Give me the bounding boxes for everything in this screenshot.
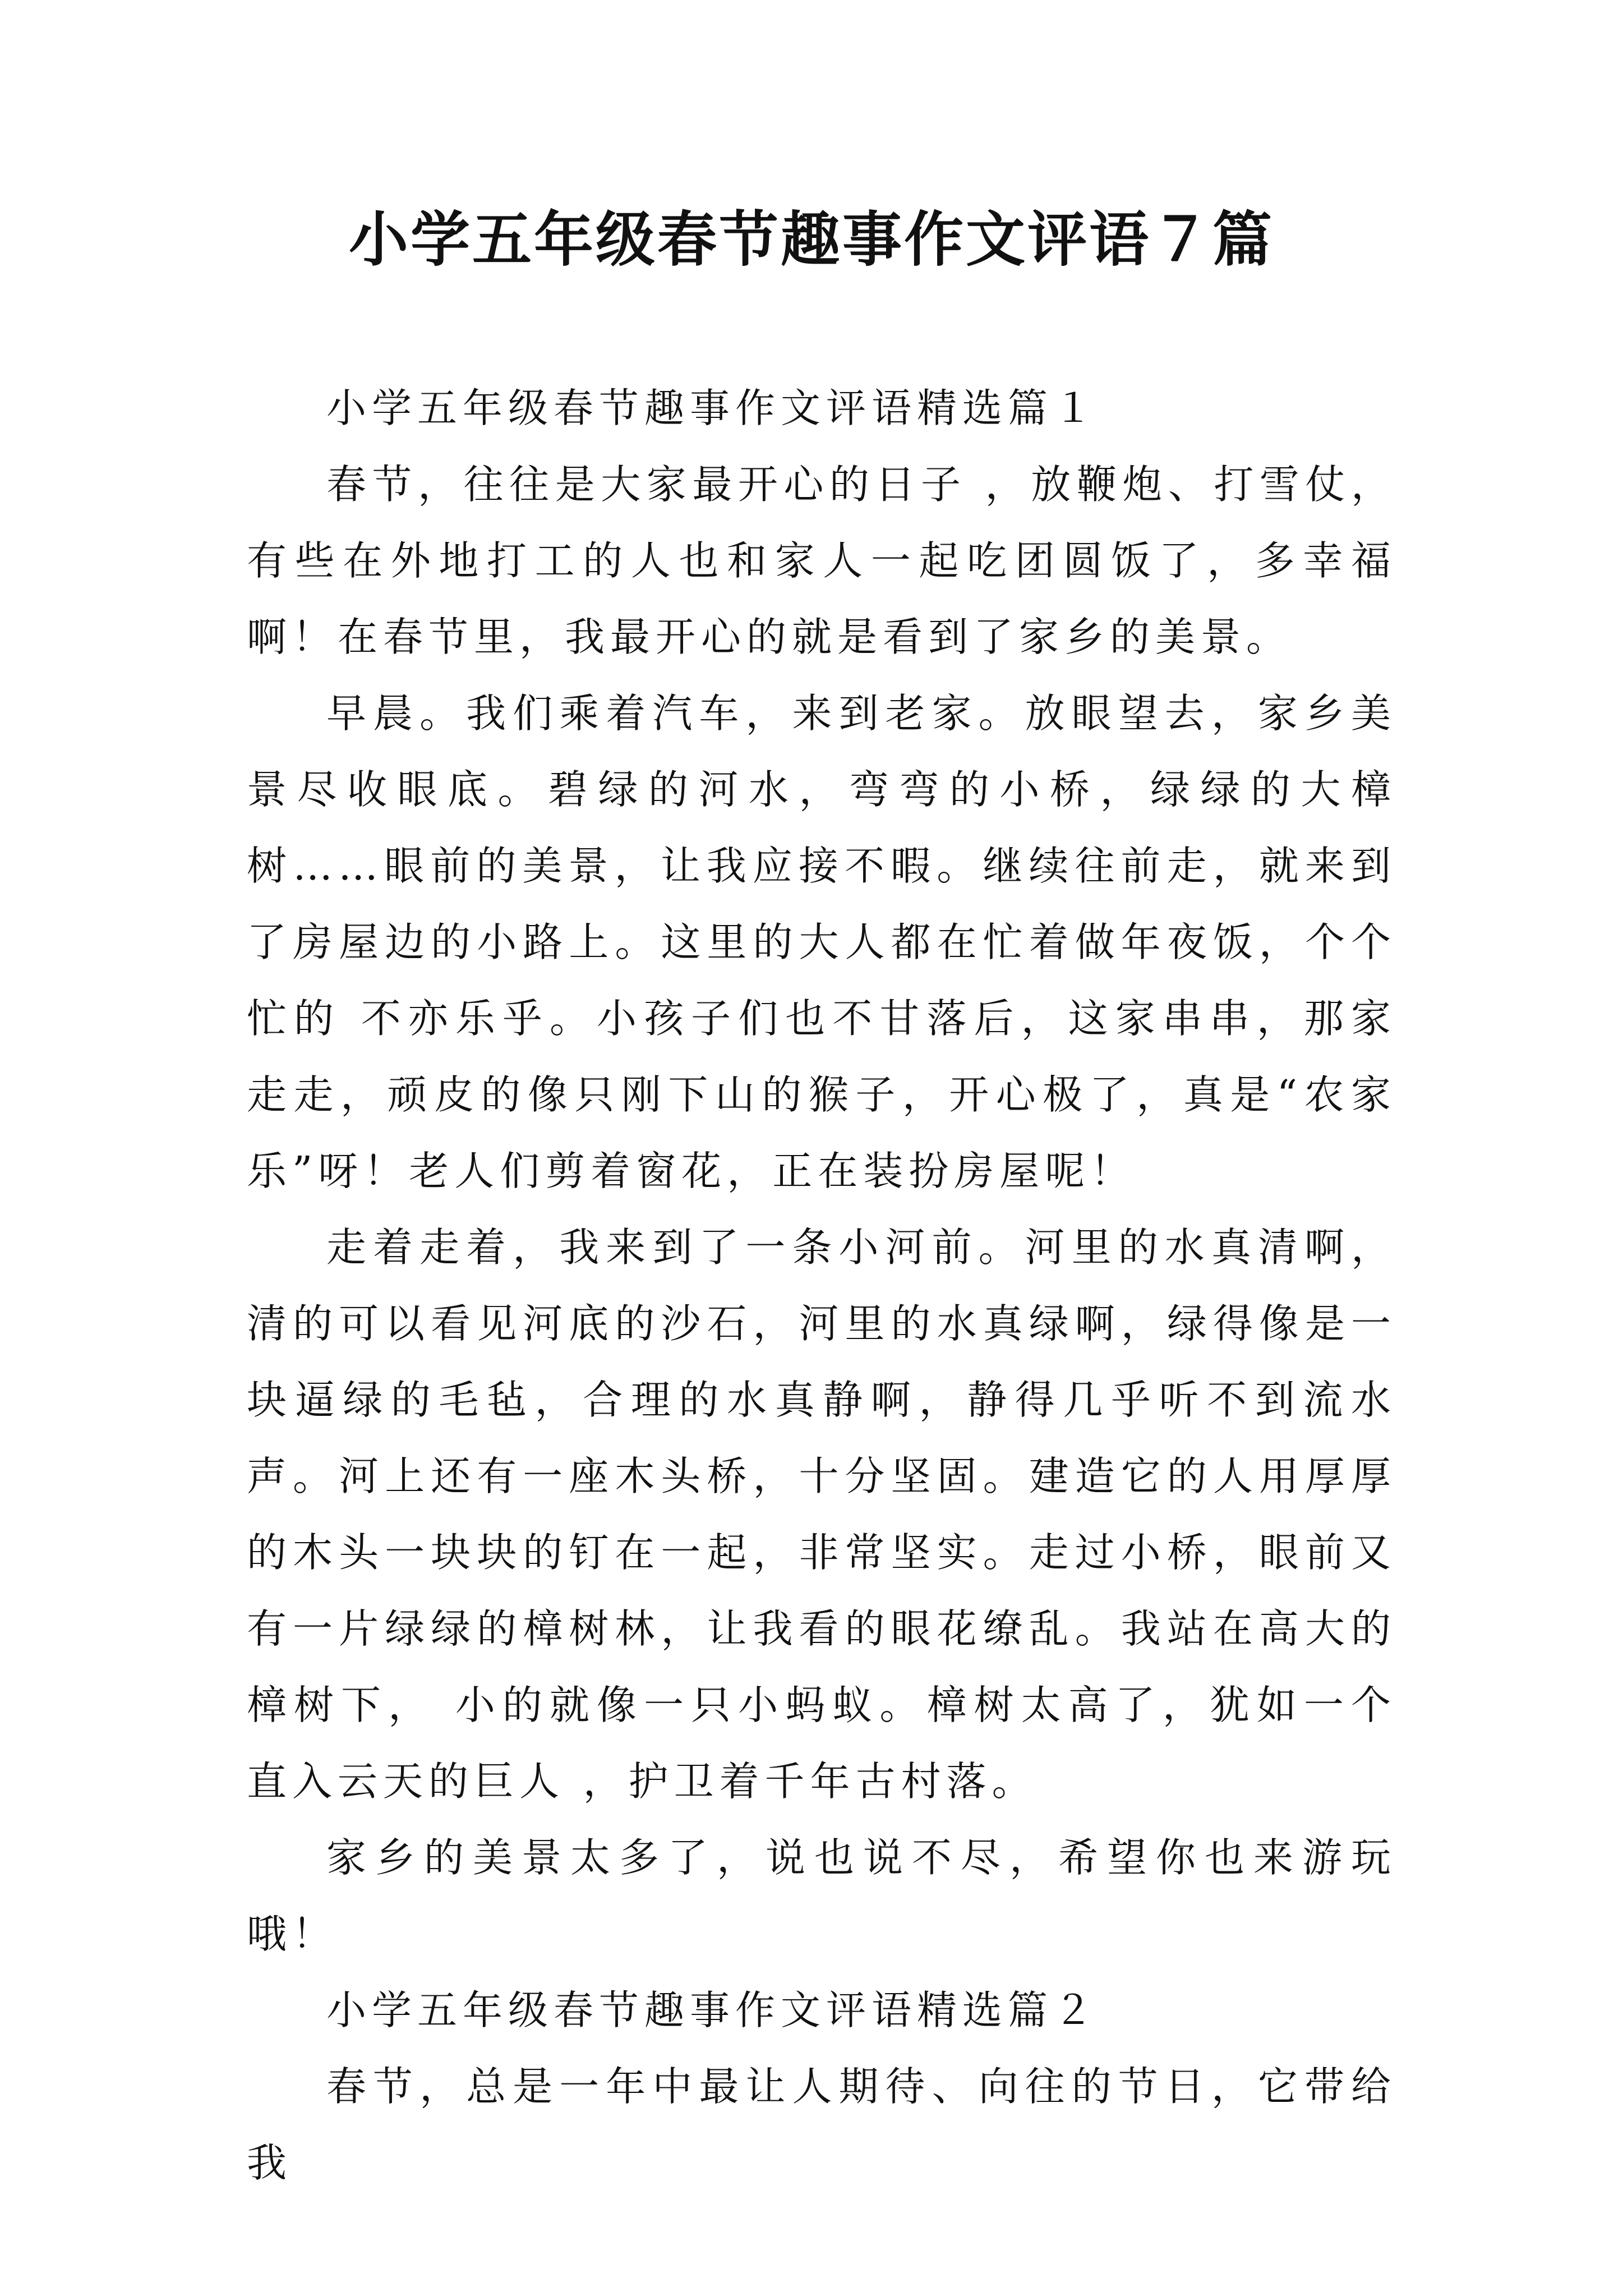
document-body bbox=[247, 370, 1396, 2201]
document-title: 小学五年级春节趣事作文评语７篇 bbox=[349, 204, 1274, 274]
paragraph: 家乡的美景太多了，说也说不尽，希望你也来游玩哦！ bbox=[247, 1834, 1396, 1957]
section-heading-1: 小学五年级春节趣事作文评语精选篇１ bbox=[326, 385, 1099, 431]
paragraph: 春节，总是一年中最让人期待、向往的节日，它带给我 bbox=[247, 2063, 1396, 2186]
paragraph: 早晨。我们乘着汽车，来到老家。放眼望去，家乡美景尽收眼底。碧绿的河水，弯弯的小桥，绿绿的大樟树……眼前的美景，让我应接不暇。继续往前走，就来到了房屋边的小路上。这里的大人都在忙着做年夜饭，个个忙的 不亦乐乎。小孩子们也不甘落后，这家串串，那家走走，顽皮的像只刚下山的猴子，开心极了，真是“农家乐”呀！老人们剪着窗花，正在装扮房屋呢！ bbox=[247, 690, 1396, 1194]
paragraph: 春节，往往是大家最开心的日子 ，放鞭炮、打雪仗，有些在外地打工的人也和家人一起吃团圆饭了，多幸福啊！在春节里，我最开心的就是看到了家乡的美景。 bbox=[247, 461, 1396, 660]
paragraph: 走着走着，我来到了一条小河前。河里的水真清啊，清的可以看见河底的沙石，河里的水真绿啊，绿得像是一块逼绿的毛毡，合理的水真静啊，静得几乎听不到流水声。河上还有一座木头桥，十分坚固。建造它的人用厚厚的木头一块块的钉在一起，非常坚实。走过小桥，眼前又有一片绿绿的樟树林，让我看的眼花缭乱。我站在高大的樟树下， 小的就像一只小蚂蚁。樟树太高了，犹如一个直入云天的巨人 ，护卫着千年古村落。 bbox=[247, 1224, 1396, 1805]
section-heading-2: 小学五年级春节趣事作文评语精选篇２ bbox=[326, 1987, 1099, 2033]
